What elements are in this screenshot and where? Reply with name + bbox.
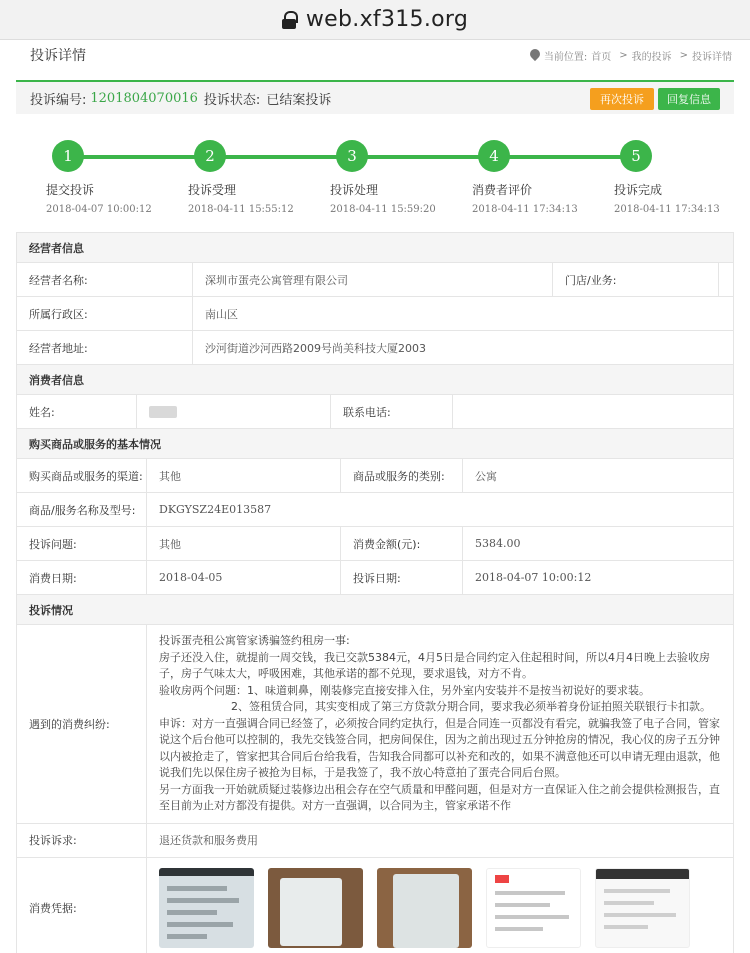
- progress-step: [158, 140, 298, 215]
- issue-label: 投诉问题:: [17, 527, 147, 560]
- complaint-date-value: 2018-04-07 10:00:12: [475, 571, 592, 584]
- address-value: 沙河街道沙河西路2009号尚美科技大厦2003: [205, 341, 426, 355]
- amount-value: 5384.00: [475, 537, 521, 550]
- step-date: 2018-04-07 10:00:12: [46, 204, 152, 215]
- table-row: [17, 858, 733, 953]
- store-value: [719, 263, 733, 296]
- step-number: 3: [336, 140, 368, 172]
- complaint-status-bar: [16, 80, 734, 114]
- complaint-state-label: 投诉状态:: [203, 92, 261, 108]
- dispute-line: 另一方面我一开始就质疑过装修边出租会存在空气质量和甲醛问题，但是对方一直保证入住之前会提供检测报告，直至目前为止对方都没有提供。对方一直强调，以合同为主，管家承诺不作: [159, 782, 720, 812]
- breadcrumb-my-complaints[interactable]: 我的投诉: [631, 51, 672, 63]
- table-row: [17, 297, 733, 331]
- progress-step: [16, 140, 156, 215]
- operator-name-label: 经营者名称:: [17, 263, 193, 296]
- demand-value: 退还货款和服务费用: [159, 834, 258, 847]
- evidence-image[interactable]: [268, 868, 363, 948]
- step-number: 4: [478, 140, 510, 172]
- complain-again-button[interactable]: 再次投诉: [590, 88, 654, 110]
- step-date: 2018-04-11 17:34:13: [472, 204, 578, 215]
- table-row: [17, 824, 733, 858]
- progress-step: [300, 140, 440, 215]
- evidence-image[interactable]: [159, 868, 254, 948]
- page-title: 投诉详情: [30, 48, 86, 64]
- table-row: [17, 459, 733, 493]
- table-row: [17, 625, 733, 824]
- table-row: [17, 493, 733, 527]
- lock-icon: [282, 11, 296, 29]
- model-value: DKGYSZ24E013587: [159, 503, 272, 516]
- step-number: 5: [620, 140, 652, 172]
- breadcrumb-separator: >: [679, 49, 688, 61]
- step-number: 2: [194, 140, 226, 172]
- dispute-text: [147, 625, 733, 823]
- evidence-image[interactable]: [486, 868, 581, 948]
- step-number: 1: [52, 140, 84, 172]
- complaint-id-label: 投诉编号:: [30, 92, 87, 108]
- step-title: 消费者评价: [472, 183, 533, 197]
- page-header: [0, 40, 750, 70]
- address-label: 经营者地址:: [17, 331, 193, 364]
- progress-tracker: [16, 128, 734, 220]
- step-date: 2018-04-11 15:55:12: [188, 204, 294, 215]
- store-label: 门店/业务:: [553, 263, 719, 296]
- breadcrumb-prefix: 当前位置:: [543, 51, 588, 63]
- complaint-detail-table: [16, 232, 734, 953]
- address-bar[interactable]: [0, 0, 750, 40]
- region-value: 南山区: [205, 307, 238, 321]
- dispute-label: 遇到的消费纠纷:: [17, 625, 147, 823]
- reply-info-button[interactable]: 回复信息: [658, 88, 720, 110]
- phone-value: [453, 395, 733, 428]
- phone-label: 联系电话:: [331, 395, 453, 428]
- table-row: [17, 263, 733, 297]
- evidence-label: 消费凭据:: [17, 858, 147, 953]
- url-text: web.xf315.org: [305, 7, 469, 32]
- model-label: 商品/服务名称及型号:: [17, 493, 147, 526]
- step-title: 提交投诉: [46, 183, 95, 197]
- amount-label: 消费金额(元):: [341, 527, 463, 560]
- section-header-purchase: 购买商品或服务的基本情况: [17, 429, 733, 459]
- evidence-image[interactable]: [377, 868, 472, 948]
- progress-step: [442, 140, 582, 215]
- complaint-state-value: 已结案投诉: [266, 92, 332, 108]
- evidence-image[interactable]: [595, 868, 690, 948]
- demand-label: 投诉诉求:: [17, 824, 147, 857]
- breadcrumb-separator: >: [619, 49, 628, 61]
- consumer-name-label: 姓名:: [17, 395, 137, 428]
- section-header-operator: 经营者信息: [17, 233, 733, 263]
- dispute-line: 房子还没入住，就提前一周交钱，我已交款5384元，4月5日是合同约定入住起租时间，所以4月4日晚上去验收房子，房子气味太大，呼吸困难，其他承诺的都不兑现，要求退钱，对方不肯。: [159, 650, 710, 680]
- breadcrumb: [530, 48, 736, 63]
- breadcrumb-current: 投诉详情: [692, 51, 732, 63]
- category-value: 公寓: [475, 469, 497, 483]
- purchase-date-label: 消费日期:: [17, 561, 147, 594]
- dispute-line: 投诉蛋壳租公寓管家诱骗签约租房一事:: [159, 634, 350, 647]
- step-title: 投诉完成: [614, 183, 663, 197]
- channel-value: 其他: [147, 459, 341, 492]
- dispute-line: 申诉：对方一直强调合同已经签了，必须按合同约定执行，但是合同连一页都没有看完，就骗我签了电子合同，管家说这个后台他可以控制的，我先交钱签合同，把房间保住，因为之前出现过五分钟抢房的情况，我心仪的房子五分钟以内被抢走了，管家把其合同后台给我看，告知我合同都可以补充和改的，如果不满意他还可以申请无理由退款，他说我们先以保住房子被抢为目标，于是我签了，我不放心特意拍了蛋壳合同后台照。: [159, 716, 720, 779]
- location-pin-icon: [530, 49, 540, 62]
- dispute-line: 验收房两个问题：1、味道刺鼻，刚装修完直接安排入住，另外室内安装并不是按当初说好的要求装。: [159, 683, 650, 697]
- evidence-thumbnails: [147, 858, 702, 953]
- complaint-id-value: 1201804070016: [90, 90, 198, 106]
- operator-name-value: 深圳市蛋壳公寓管理有限公司: [193, 263, 553, 296]
- table-row: [17, 527, 733, 561]
- dispute-line: 2、签租赁合同，其实变相成了第三方贷款分期合同，要求我必须举着身份证拍照关联银行卡扣款。: [231, 700, 711, 713]
- section-header-consumer: 消费者信息: [17, 365, 733, 395]
- table-row: [17, 331, 733, 365]
- category-label: 商品或服务的类别:: [341, 459, 463, 492]
- section-header-complaint: 投诉情况: [17, 595, 733, 625]
- issue-value: 其他: [147, 527, 341, 560]
- progress-step: [584, 140, 724, 215]
- table-row: [17, 561, 733, 595]
- step-date: 2018-04-11 15:59:20: [330, 204, 436, 215]
- step-title: 投诉受理: [188, 183, 237, 197]
- table-row: [17, 395, 733, 429]
- step-date: 2018-04-11 17:34:13: [614, 204, 720, 215]
- consumer-name-value: [137, 395, 331, 428]
- purchase-date-value: 2018-04-05: [147, 561, 341, 594]
- redacted-name: [149, 406, 177, 418]
- breadcrumb-home[interactable]: 首页: [591, 51, 612, 63]
- region-label: 所属行政区:: [17, 297, 193, 330]
- complaint-date-label: 投诉日期:: [341, 561, 463, 594]
- step-title: 投诉处理: [330, 183, 379, 197]
- channel-label: 购买商品或服务的渠道:: [17, 459, 147, 492]
